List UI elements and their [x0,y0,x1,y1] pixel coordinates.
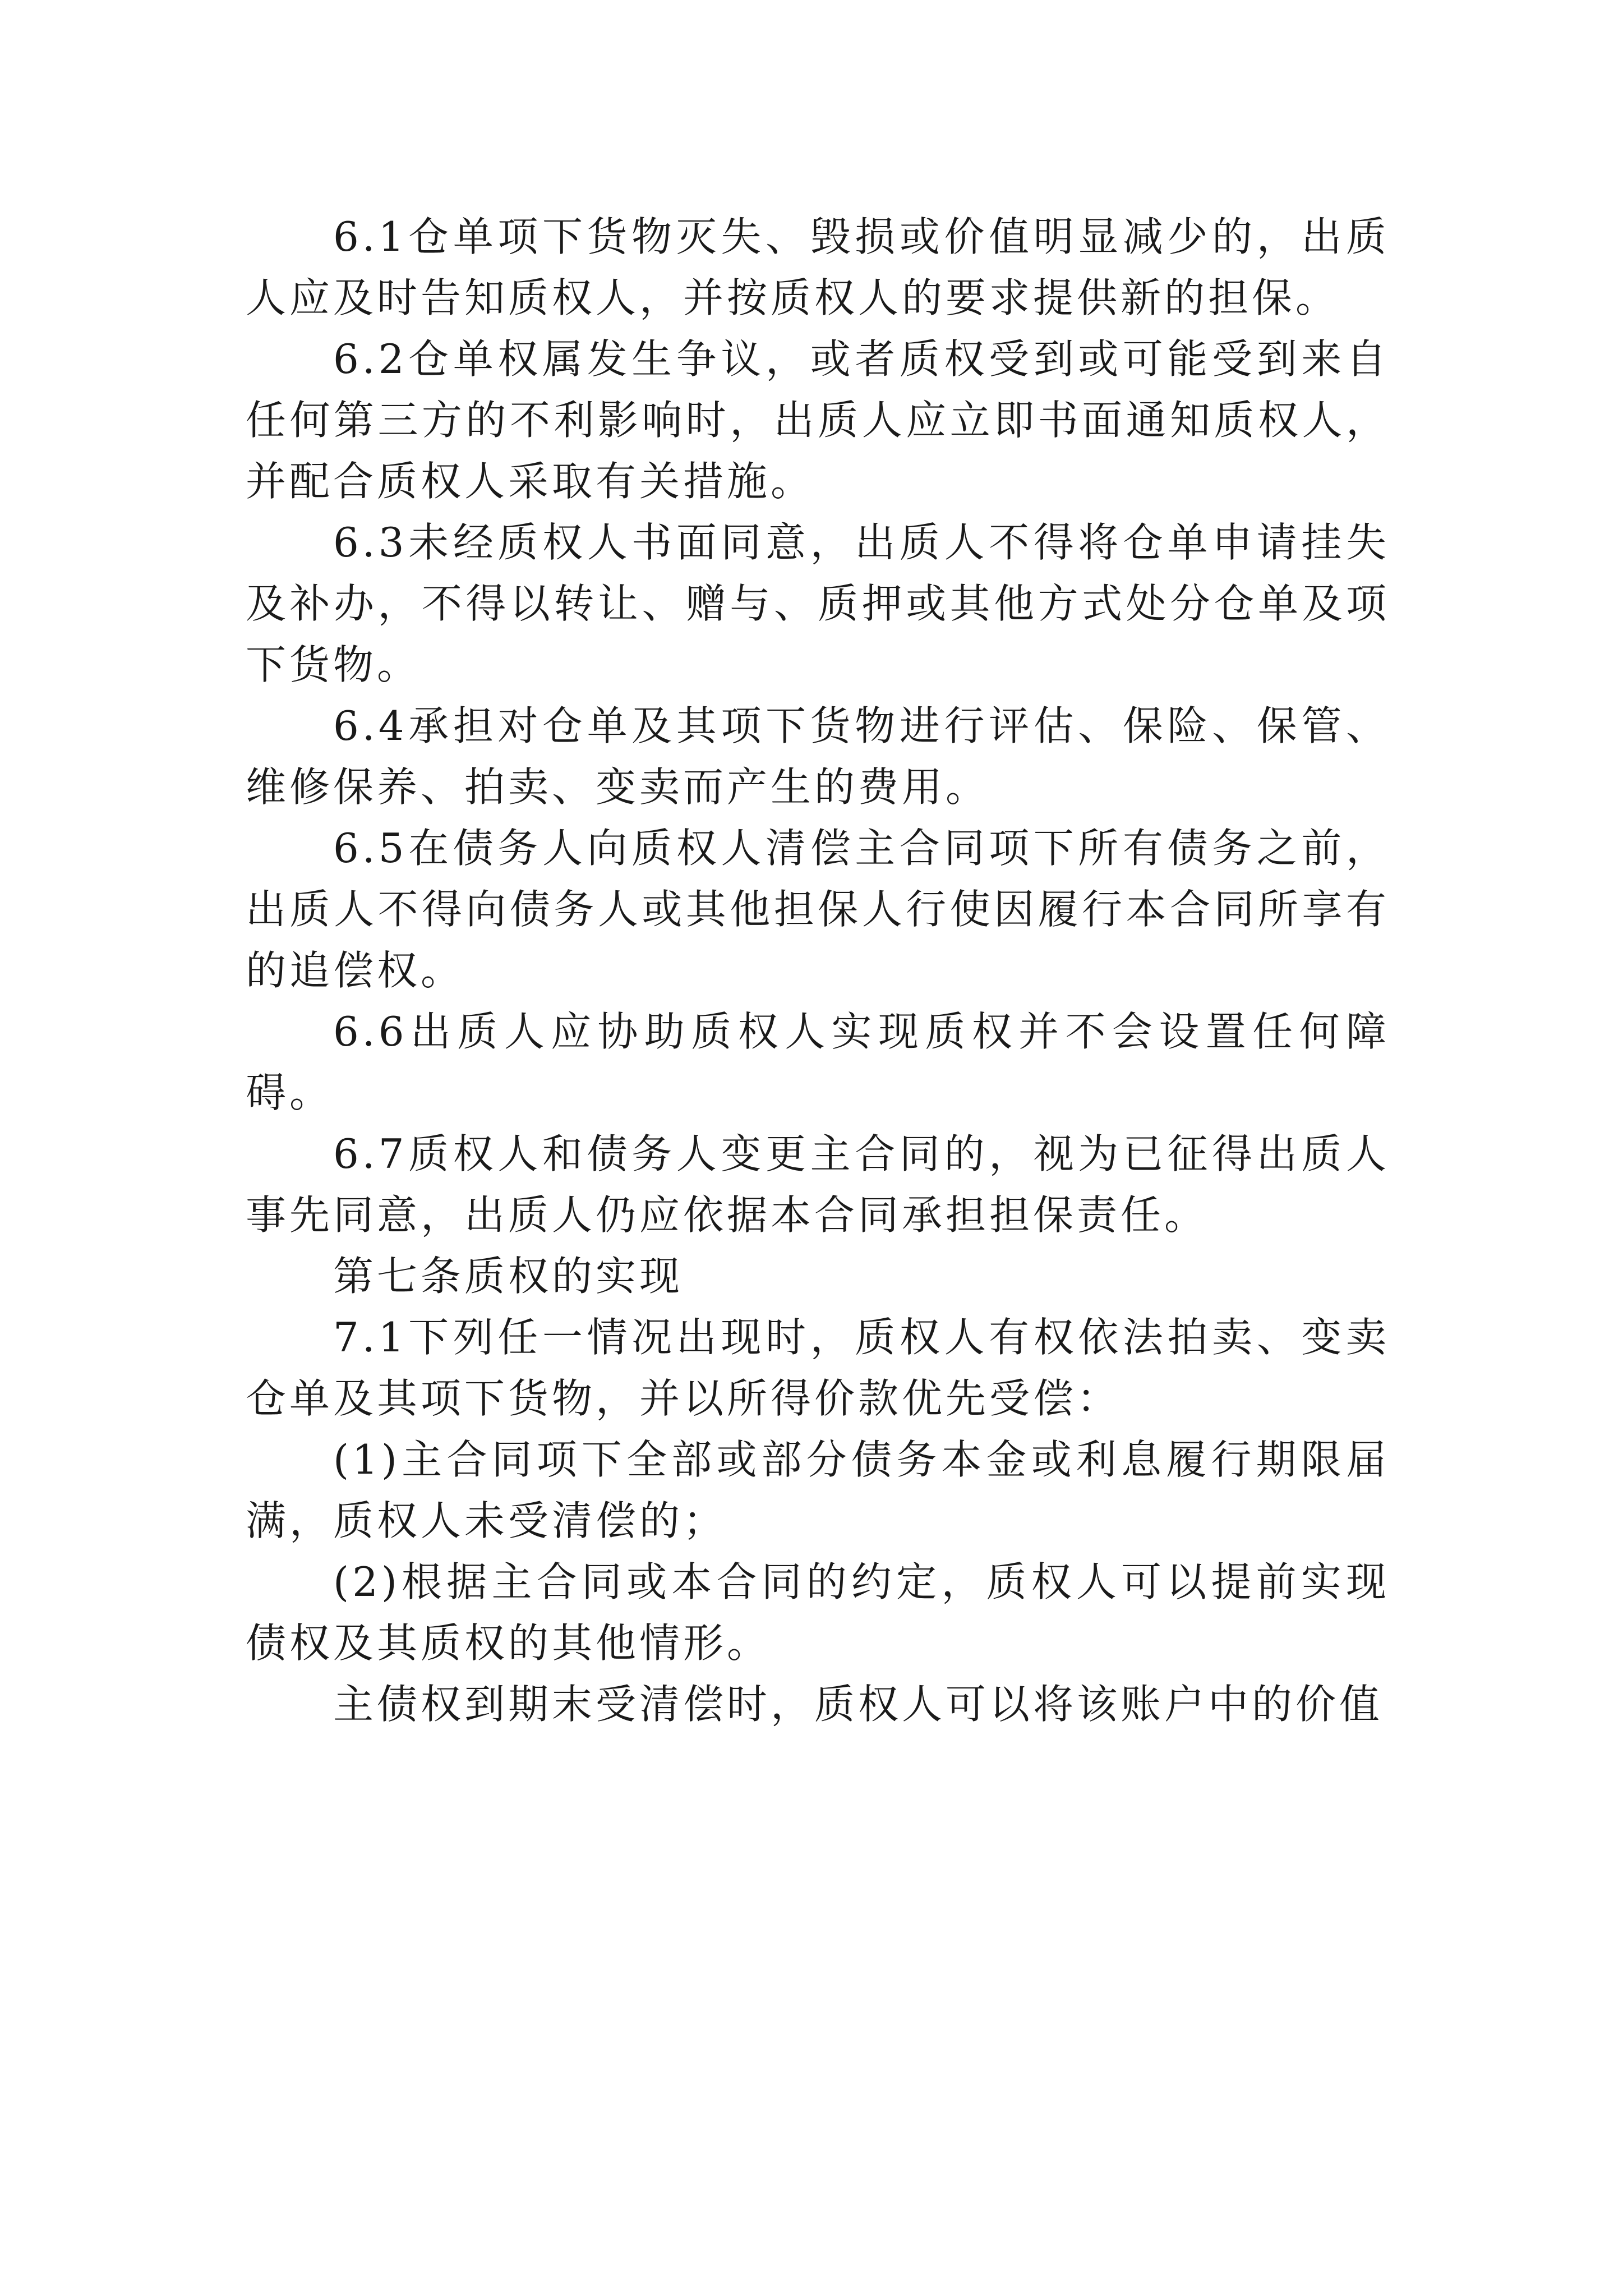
clause-7-1-item-2: (2)根据主合同或本合同的约定，质权人可以提前实现债权及其质权的其他情形。 [246,1558,1390,1667]
clause-6-7: 6.7质权人和债务人变更主合同的，视为已征得出质人事先同意，出质人仍应依据本合同承担担保责任。 [246,1130,1390,1239]
closing-paragraph: 主债权到期末受清偿时，质权人可以将该账户中的价值 [333,1681,1384,1728]
clause-6-5: 6.5在债务人向质权人清偿主合同项下所有债务之前，出质人不得向债务人或其他担保人行使因履行本合同所享有的追偿权。 [246,825,1390,994]
clause-6-2: 6.2仓单权属发生争议，或者质权受到或可能受到来自任何第三方的不利影响时，出质人应立即书面通知质权人，并配合质权人采取有关措施。 [246,335,1390,505]
clause-6-6: 6.6出质人应协助质权人实现质权并不会设置任何障碍。 [246,1008,1390,1116]
document-body [246,206,1390,1735]
clause-7-1: 7.1下列任一情况出现时，质权人有权依法拍卖、变卖仓单及其项下货物，并以所得价款优先受偿： [246,1314,1390,1422]
clause-6-4: 6.4承担对仓单及其项下货物进行评估、保险、保管、维修保养、拍卖、变卖而产生的费用。 [246,702,1390,811]
clause-7-1-item-1: (1)主合同项下全部或部分债务本金或利息履行期限届满，质权人未受清偿的； [246,1436,1390,1544]
clause-6-1: 6.1仓单项下货物灭失、毁损或价值明显减少的，出质人应及时告知质权人，并按质权人的要求提供新的担保。 [246,213,1390,321]
clause-6-3: 6.3未经质权人书面同意，出质人不得将仓单申请挂失及补办，不得以转让、赠与、质押或其他方式处分仓单及项下货物。 [246,519,1390,688]
article-7-heading: 第七条质权的实现 [333,1253,684,1300]
